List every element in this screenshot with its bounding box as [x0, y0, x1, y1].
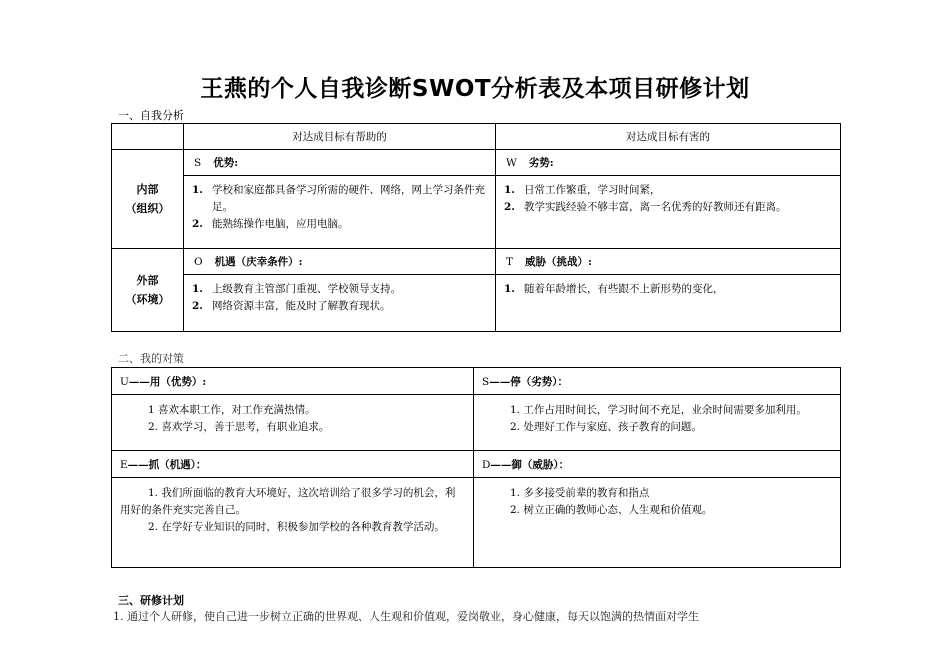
strategy-table: [111, 367, 841, 568]
threats-header: T 威胁（挑战）:: [496, 249, 841, 275]
list-item: 2. 处理好工作与家庭、孩子教育的问题。: [510, 421, 702, 433]
list-item: 1. 随着年龄增长，有些跟不上新形势的变化，: [504, 283, 724, 295]
corner-cell: [112, 124, 184, 150]
header-helpful: 对达成目标有帮助的: [184, 124, 496, 150]
list-item: 2. 能熟练操作电脑，应用电脑。: [192, 218, 349, 230]
strengths-list: [184, 176, 496, 249]
list-item: 1 喜欢本职工作，对工作充满热情。: [148, 404, 316, 416]
row-label-external: 外部 （环境）: [112, 249, 184, 332]
use-strengths-header: U——用（优势）:: [112, 368, 474, 395]
list-item: 2. 教学实践经验不够丰富，离一名优秀的好教师还有距离。: [504, 201, 787, 213]
list-item: 1. 工作占用时间长，学习时间不充足，业余时间需要多加利用。: [510, 404, 807, 416]
opportunities-list: [184, 275, 496, 332]
section-self-analysis-heading: 一、自我分析: [118, 109, 184, 122]
list-item: 1. 我们所面临的教育大环境好，这次培训给了很多学习的机会，利用好的条件充实完善自己。: [120, 487, 456, 516]
opportunities-header: O 机遇（庆幸条件）:: [184, 249, 496, 275]
stop-weaknesses-header: S——停（劣势）：: [474, 368, 841, 395]
list-item: 1. 上级教育主管部门重视、学校领导支持。: [192, 283, 401, 295]
list-item: 1. 多多接受前辈的教育和指点: [510, 487, 650, 499]
list-item: 2. 在学好专业知识的同时，积极参加学校的各种教育教学活动。: [148, 521, 445, 533]
plan-item-1: 1. 通过个人研修，使自己进一步树立正确的世界观、人生观和价值观，爱岗敬业，身心健康，每天以饱满的热情面对学生: [113, 610, 699, 623]
use-strengths-body: [112, 395, 474, 451]
weaknesses-list: [496, 176, 841, 249]
threats-list: [496, 275, 841, 332]
header-harmful: 对达成目标有害的: [496, 124, 841, 150]
weaknesses-header: W 劣势:: [496, 150, 841, 176]
swot-table: [111, 123, 841, 332]
list-item: 2. 网络资源丰富，能及时了解教育现状。: [192, 300, 391, 312]
section-strategy-heading: 二、我的对策: [118, 352, 184, 365]
row-label-internal: 内部 （组织）: [112, 150, 184, 249]
section-plan-heading: 三、研修计划: [118, 594, 184, 607]
seize-opportunities-body: [112, 478, 474, 568]
defend-threats-header: D——御（威胁）：: [474, 451, 841, 478]
list-item: 2. 树立正确的教师心态、人生观和价值观。: [510, 504, 713, 516]
list-item: 1. 学校和家庭都具备学习所需的硬件、网络，网上学习条件充足。: [192, 184, 485, 213]
list-item: 2. 喜欢学习，善于思考，有职业追求。: [148, 421, 330, 433]
list-item: 1. 日常工作繁重，学习时间紧，: [504, 184, 661, 196]
seize-opportunities-header: E——抓（机遇）：: [112, 451, 474, 478]
page-title: 王燕的个人自我诊断SWOT分析表及本项目研修计划: [200, 76, 750, 102]
defend-threats-body: [474, 478, 841, 568]
strengths-header: S 优势:: [184, 150, 496, 176]
stop-weaknesses-body: [474, 395, 841, 451]
